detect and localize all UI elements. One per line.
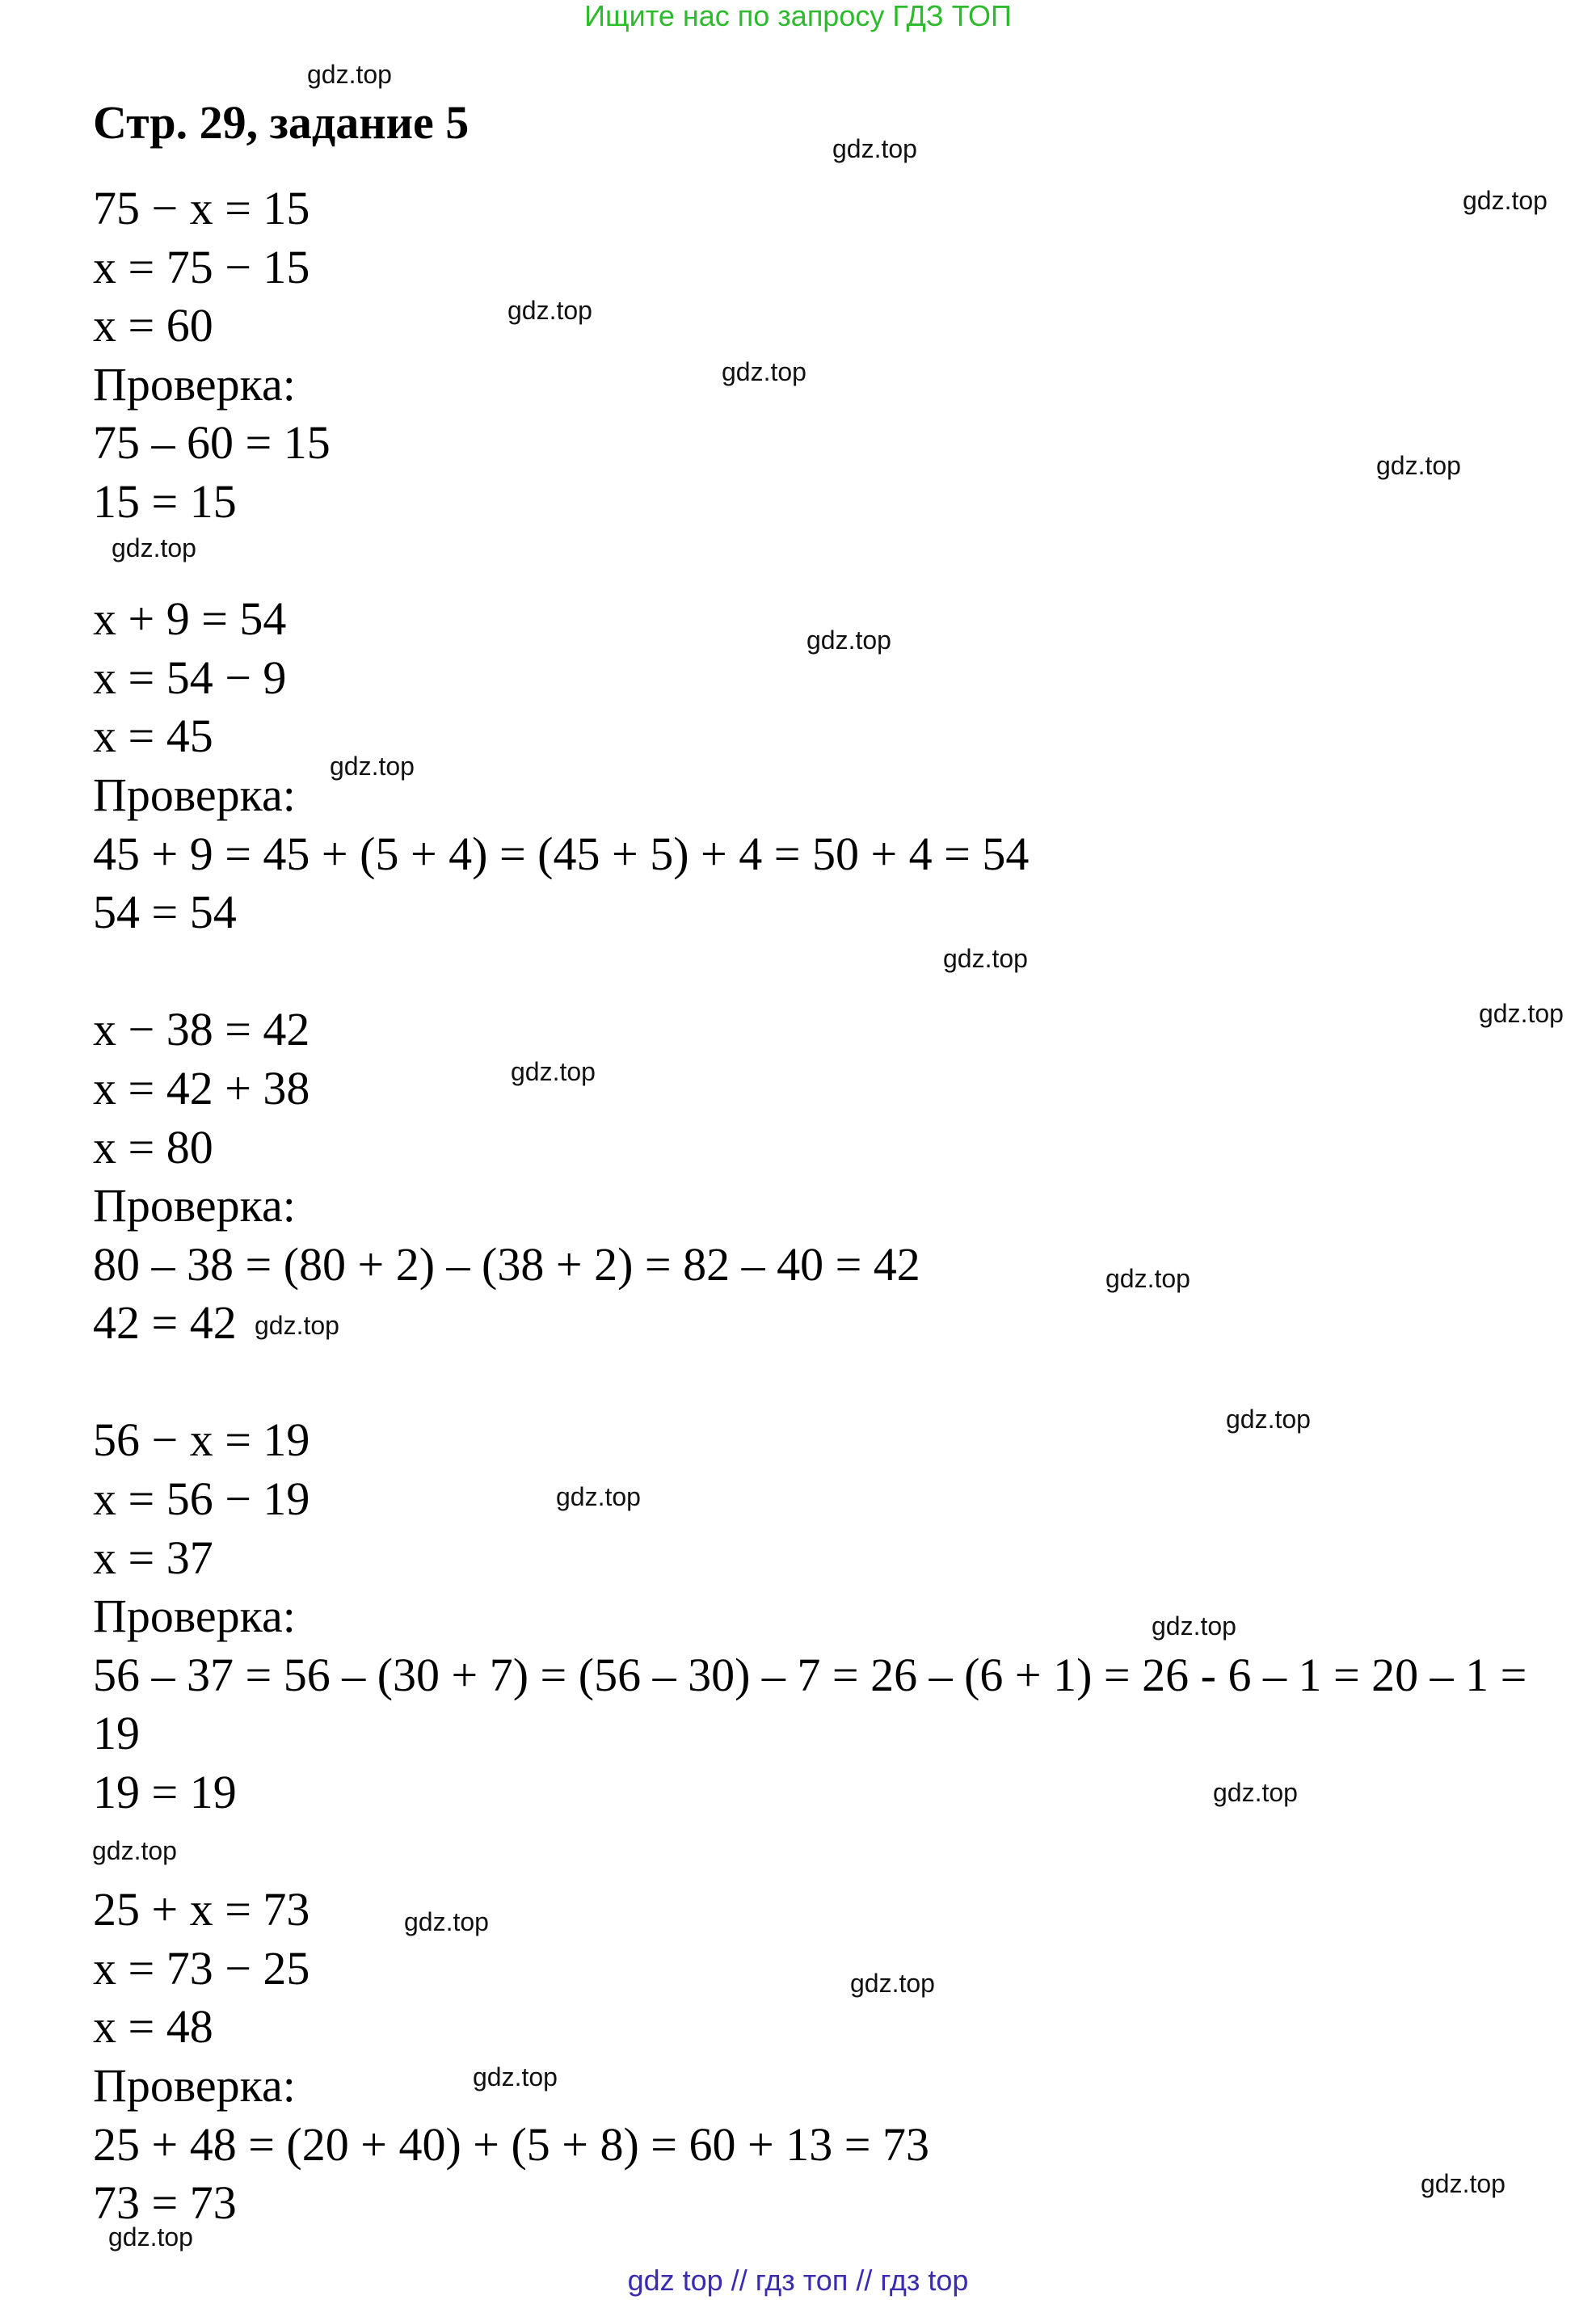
- spacer: [93, 942, 1548, 1001]
- watermark: gdz.top: [832, 134, 917, 163]
- equation-line: x = 48: [93, 2000, 213, 2054]
- watermark: gdz.top: [1105, 1264, 1190, 1293]
- equation-line: 19 = 19: [93, 1766, 237, 1819]
- watermark: gdz.top: [511, 1057, 596, 1086]
- watermark: gdz.top: [850, 1969, 935, 1998]
- equation-line: 80 – 38 = (80 + 2) – (38 + 2) = 82 – 40 = 42: [93, 1237, 920, 1291]
- equation-line: x = 56 − 19: [93, 1472, 310, 1526]
- watermark: gdz.top: [806, 626, 891, 655]
- watermark: gdz.top: [92, 1836, 177, 1865]
- top-banner: Ищите нас по запросу ГДЗ ТОП: [584, 0, 1012, 32]
- watermark: gdz.top: [1226, 1405, 1311, 1434]
- watermark: gdz.top: [1213, 1778, 1298, 1807]
- equation-line: 42 = 42: [93, 1296, 237, 1350]
- equation-line: x = 60: [93, 299, 213, 352]
- equation-line: x = 80: [93, 1120, 213, 1173]
- equation-line: 19: [93, 1707, 140, 1760]
- solution-text: [93, 179, 1548, 2233]
- watermark: gdz.top: [330, 752, 415, 781]
- equation-line: 15 = 15: [93, 474, 237, 528]
- page-title: Стр. 29, задание 5: [93, 96, 470, 149]
- watermark: gdz.top: [1479, 999, 1564, 1028]
- check-label: Проверка:: [93, 768, 296, 821]
- watermark: gdz.top: [507, 296, 592, 325]
- equation-line: 45 + 9 = 45 + (5 + 4) = (45 + 5) + 4 = 50 + 4 = 54: [93, 827, 1030, 880]
- watermark: gdz.top: [473, 2062, 558, 2091]
- watermark: gdz.top: [1152, 1611, 1236, 1641]
- equation-line: x = 73 − 25: [93, 1941, 310, 1995]
- watermark: gdz.top: [112, 533, 196, 562]
- watermark: gdz.top: [255, 1311, 339, 1340]
- watermark: gdz.top: [1376, 451, 1461, 480]
- spacer: [93, 532, 1548, 591]
- watermark: gdz.top: [943, 944, 1028, 973]
- watermark: gdz.top: [307, 60, 392, 89]
- equation-line: 56 − x = 19: [93, 1413, 310, 1467]
- equation-line: 25 + x = 73: [93, 1883, 310, 1936]
- equation-line: 75 – 60 = 15: [93, 416, 331, 470]
- equation-line: x = 54 − 9: [93, 651, 287, 704]
- spacer: [93, 1353, 1548, 1412]
- watermark: gdz.top: [1421, 2169, 1505, 2198]
- equation-line: x + 9 = 54: [93, 592, 287, 646]
- check-label: Проверка:: [93, 2059, 296, 2112]
- equation-line: 54 = 54: [93, 886, 237, 939]
- watermark: gdz.top: [108, 2222, 193, 2252]
- spacer: [93, 1822, 1548, 1881]
- check-label: Проверка:: [93, 357, 296, 411]
- equation-line: 25 + 48 = (20 + 40) + (5 + 8) = 60 + 13 = 73: [93, 2117, 929, 2171]
- watermark: gdz.top: [1463, 186, 1548, 215]
- equation-line: x = 45: [93, 710, 213, 763]
- equation-line: 56 – 37 = 56 – (30 + 7) = (56 – 30) – 7 = 26 – (6 + 1) = 26 - 6 – 1 = 20 – 1 =: [93, 1648, 1527, 1701]
- equation-line: x = 75 − 15: [93, 240, 310, 293]
- equation-line: 75 − x = 15: [93, 182, 310, 234]
- watermark: gdz.top: [404, 1907, 489, 1936]
- watermark: gdz.top: [556, 1482, 641, 1511]
- equation-line: x = 37: [93, 1531, 213, 1584]
- equation-line: x − 38 = 42: [93, 1003, 310, 1056]
- equation-line: 73 = 73: [93, 2176, 237, 2230]
- watermark: gdz.top: [722, 357, 806, 386]
- footer-links: gdz top // гдз топ // гдз top: [627, 2264, 969, 2297]
- check-label: Проверка:: [93, 1590, 296, 1643]
- check-label: Проверка:: [93, 1179, 296, 1232]
- equation-line: x = 42 + 38: [93, 1061, 310, 1114]
